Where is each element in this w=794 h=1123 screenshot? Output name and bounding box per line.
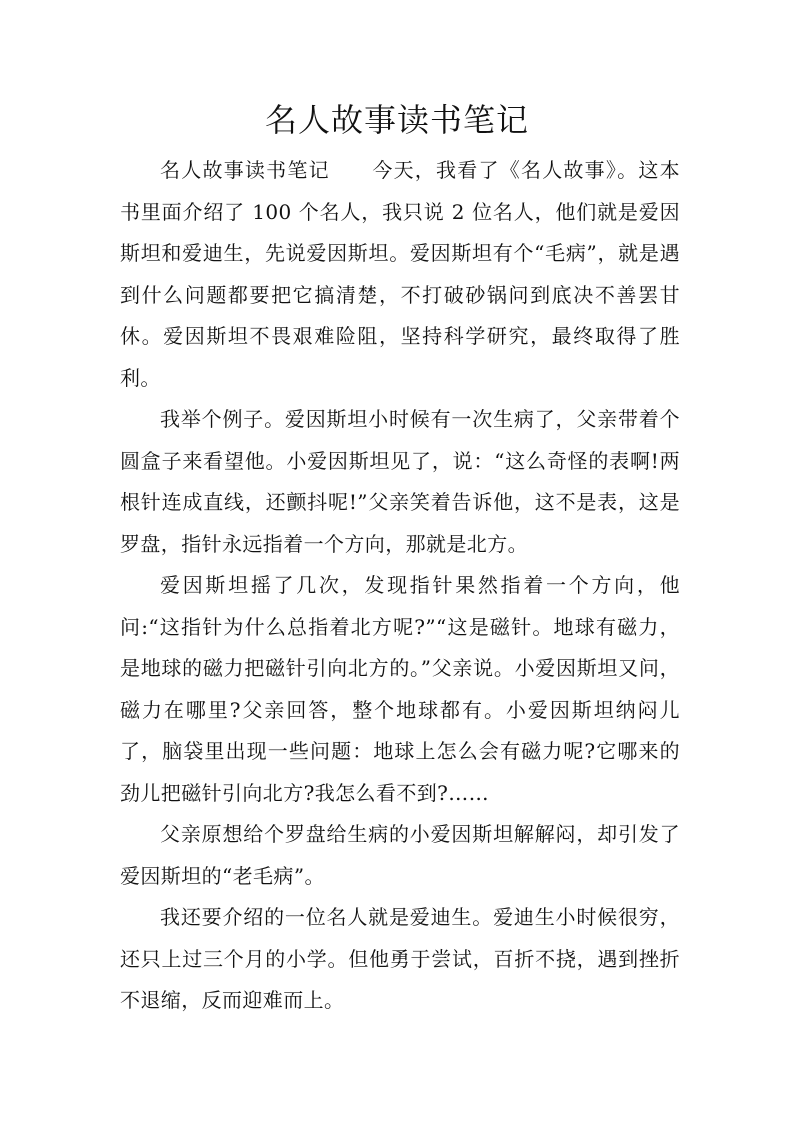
paragraph-1: 名人故事读书笔记 今天，我看了《名人故事》。这本书里面介绍了 100 个名人，我只说 2 位名人，他们就是爱因斯坦和爱迪生，先说爱因斯坦。爱因斯坦有个“毛病”，就是遇到什么问题都要把它搞清楚，不打破砂锅问到底决不善罢甘休。爱因斯坦不畏艰难险阻，坚持科学研究，最终取得了胜利。 <box>120 158 680 390</box>
paragraph-3: 爱因斯坦摇了几次，发现指针果然指着一个方向，他问:“这指针为什么总指着北方呢?”“这是磁针。地球有磁力，是地球的磁力把磁针引向北方的。”父亲说。小爱因斯坦又问，磁力在哪里?父亲回答，整个地球都有。小爱因斯坦纳闷儿了，脑袋里出现一些问题：地球上怎么会有磁力呢?它哪来的劲儿把磁针引向北方?我怎么看不到?…… <box>120 573 680 805</box>
document-body <box>120 150 680 1022</box>
paragraph-4: 父亲原想给个罗盘给生病的小爱因斯坦解解闷，却引发了爱因斯坦的“老毛病”。 <box>120 822 680 888</box>
document-title: 名人故事读书笔记 <box>264 101 529 139</box>
paragraph-5: 我还要介绍的一位名人就是爱迪生。爱迪生小时候很穷，还只上过三个月的小学。但他勇于尝试，百折不挠，遇到挫折不退缩，反而迎难而上。 <box>120 905 680 1012</box>
paragraph-2: 我举个例子。爱因斯坦小时候有一次生病了，父亲带着个圆盒子来看望他。小爱因斯坦见了，说：“这么奇怪的表啊!两根针连成直线，还颤抖呢!”父亲笑着告诉他，这不是表，这是罗盘，指针永远指着一个方向，那就是北方。 <box>120 407 680 556</box>
